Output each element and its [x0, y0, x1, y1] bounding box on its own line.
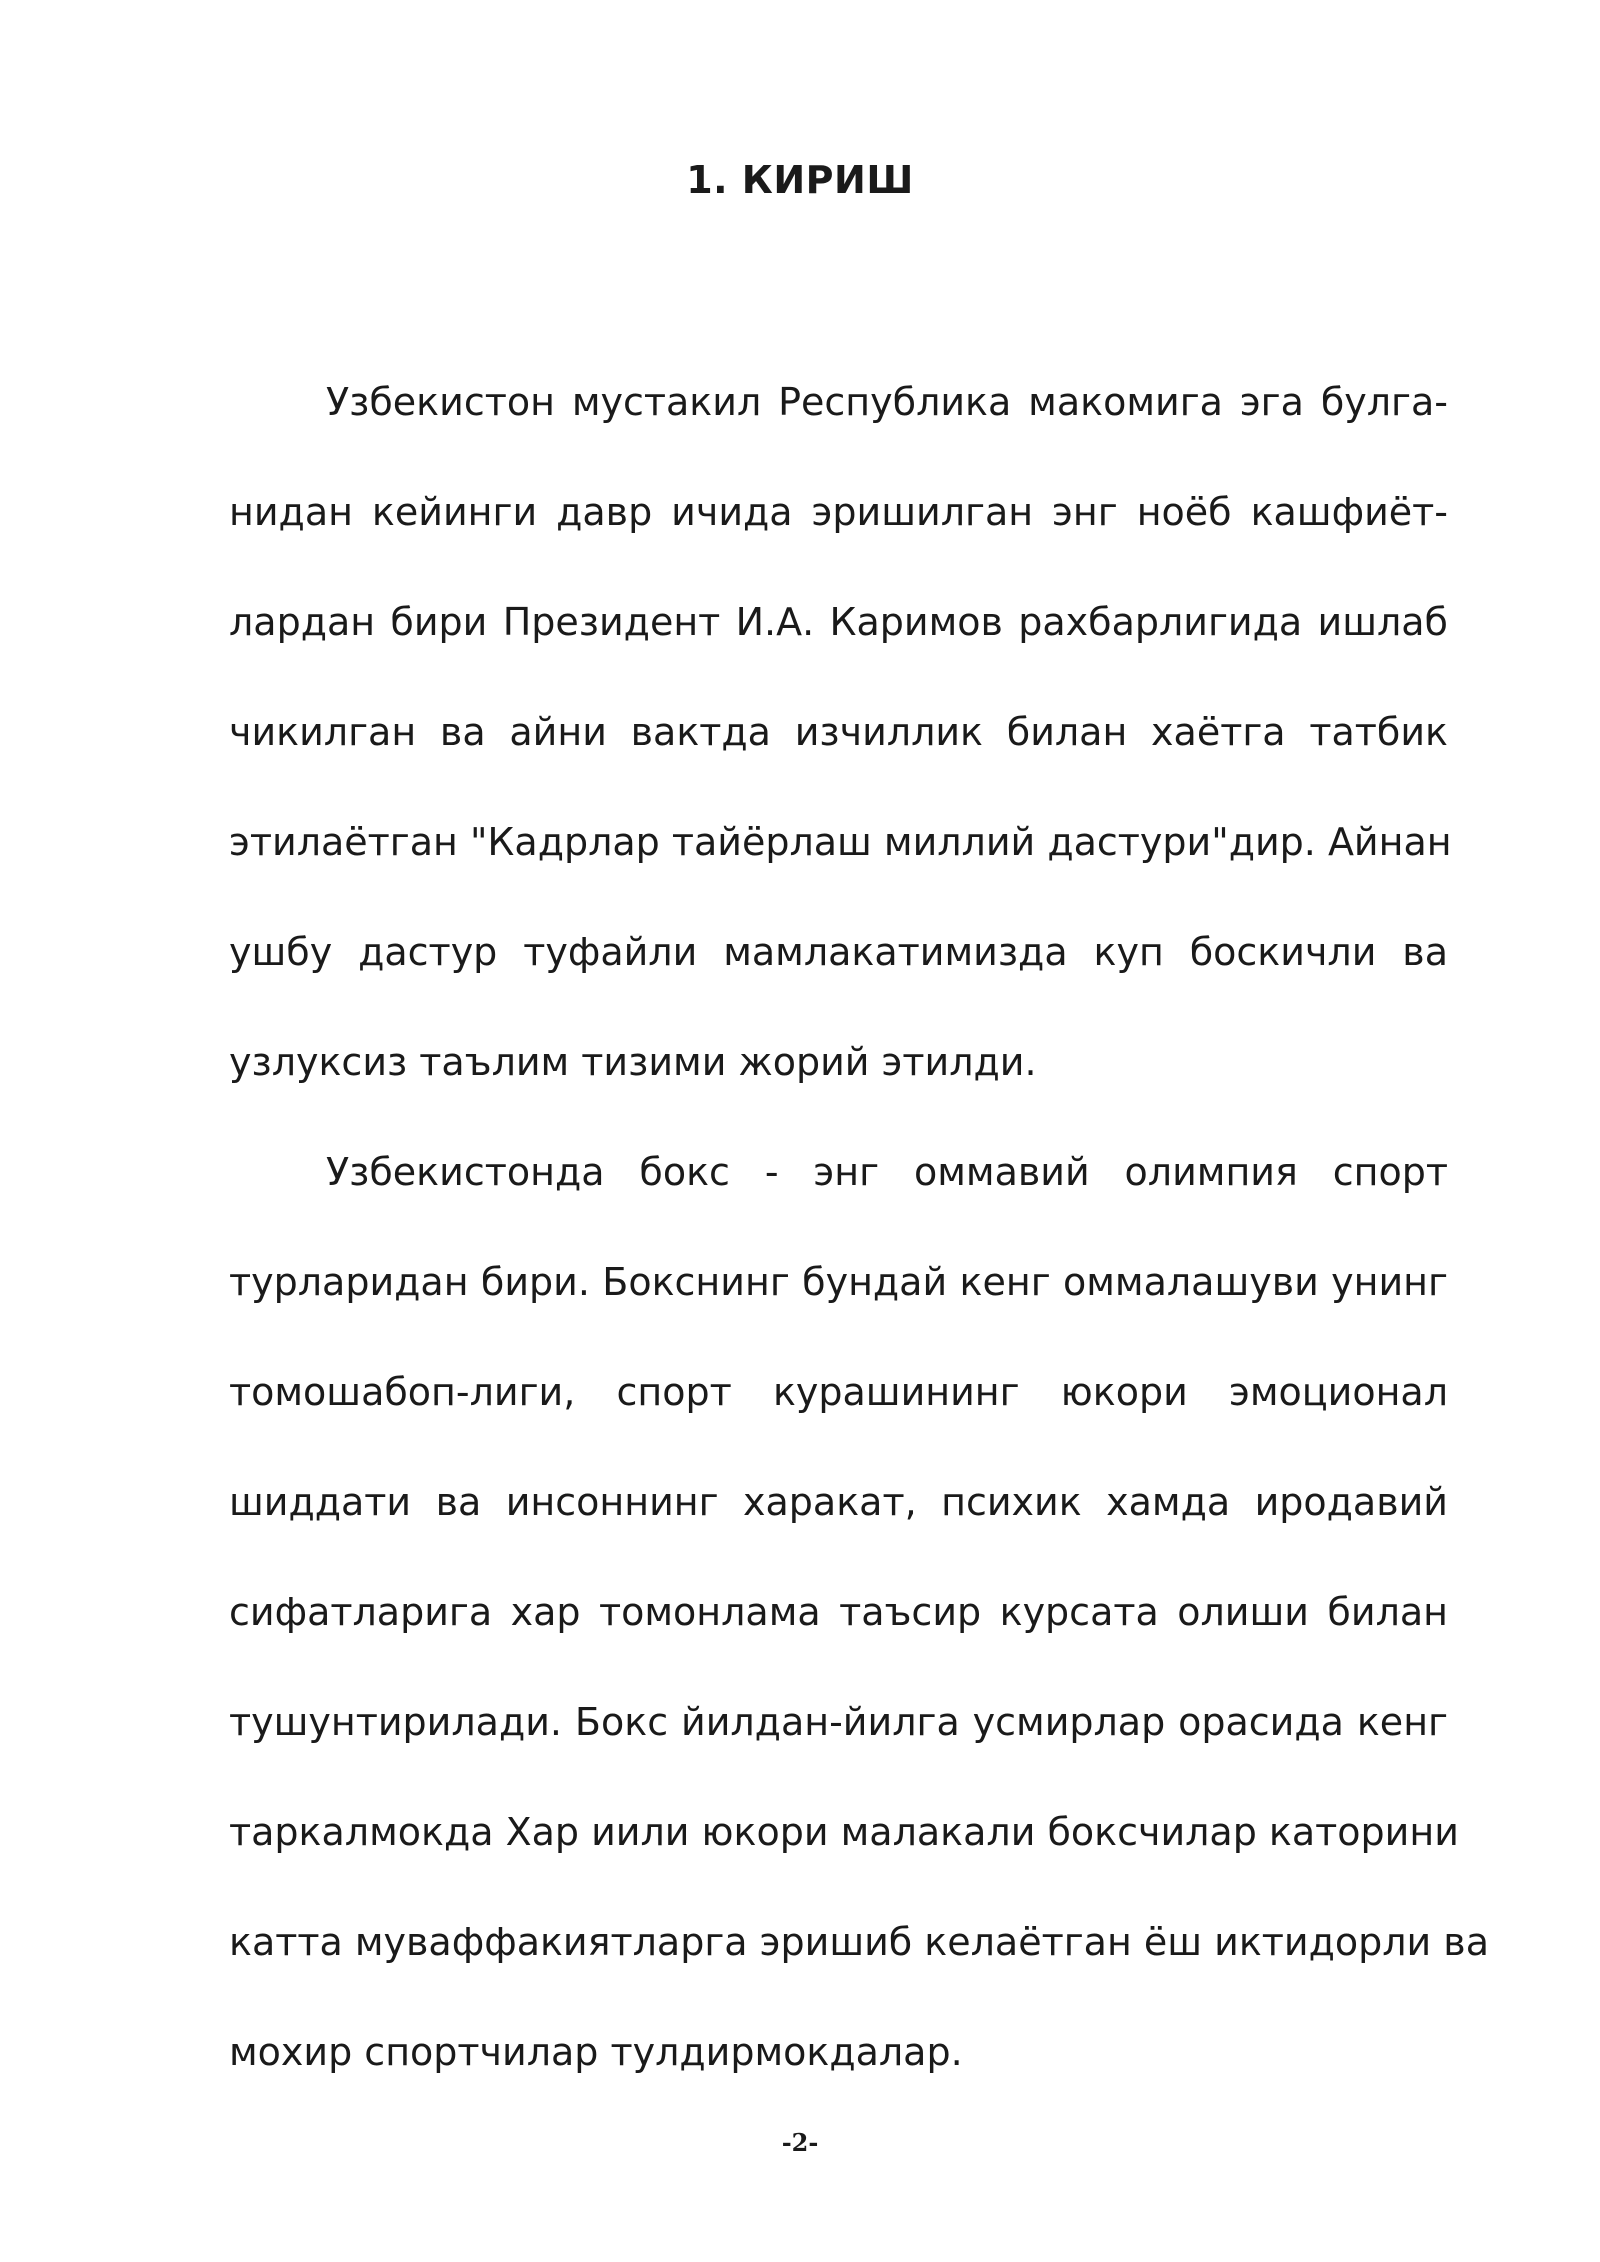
paragraph-2-line-6: тушунтирилади. Бокс йилдан-йилга усмирлар орасида кенг: [229, 1700, 1448, 1744]
section-heading: 1. КИРИШ: [686, 158, 914, 202]
page-number: -2-: [781, 2128, 819, 2157]
paragraph-1-line-7: узлуксиз таълим тизими жорий этилди.: [229, 1040, 1037, 1084]
paragraph-2-line-9: мохир спортчилар тулдирмокдалар.: [229, 2030, 963, 2074]
paragraph-2-line-7: таркалмокда Хар иили юкори малакали боксчилар каторини: [229, 1810, 1459, 1854]
paragraph-2-line-3: томошабоп-лиги, спорт курашининг юкори эмоционал: [229, 1370, 1448, 1414]
paragraph-1-line-2: нидан кейинги давр ичида эришилган энг ноёб кашфиёт-: [229, 490, 1448, 534]
paragraph-2-line-5: сифатларига хар томонлама таъсир курсата олиши билан: [229, 1590, 1448, 1634]
paragraph-1-line-4: чикилган ва айни вактда изчиллик билан хаётга татбик: [229, 710, 1448, 754]
paragraph-2-line-2: турларидан бири. Бокснинг бундай кенг оммалашуви унинг: [229, 1260, 1448, 1304]
paragraph-1-line-1: Узбекистон мустакил Республика макомига эга булга-: [326, 380, 1448, 424]
paragraph-2-line-1: Узбекистонда бокс - энг оммавий олимпия спорт: [326, 1150, 1448, 1194]
paragraph-1-line-6: ушбу дастур туфайли мамлакатимизда куп боскичли ва: [229, 930, 1448, 974]
paragraph-2-line-8: катта муваффакиятларга эришиб келаётган ёш иктидорли ва: [229, 1920, 1489, 1964]
paragraph-1-line-3: лардан бири Президент И.А. Каримов рахбарлигида ишлаб: [229, 600, 1448, 644]
paragraph-1-line-5: этилаётган "Кадрлар тайёрлаш миллий дастури"дир. Айнан: [229, 820, 1452, 864]
paragraph-2-line-4: шиддати ва инсоннинг харакат, психик хамда иродавий: [229, 1480, 1448, 1524]
